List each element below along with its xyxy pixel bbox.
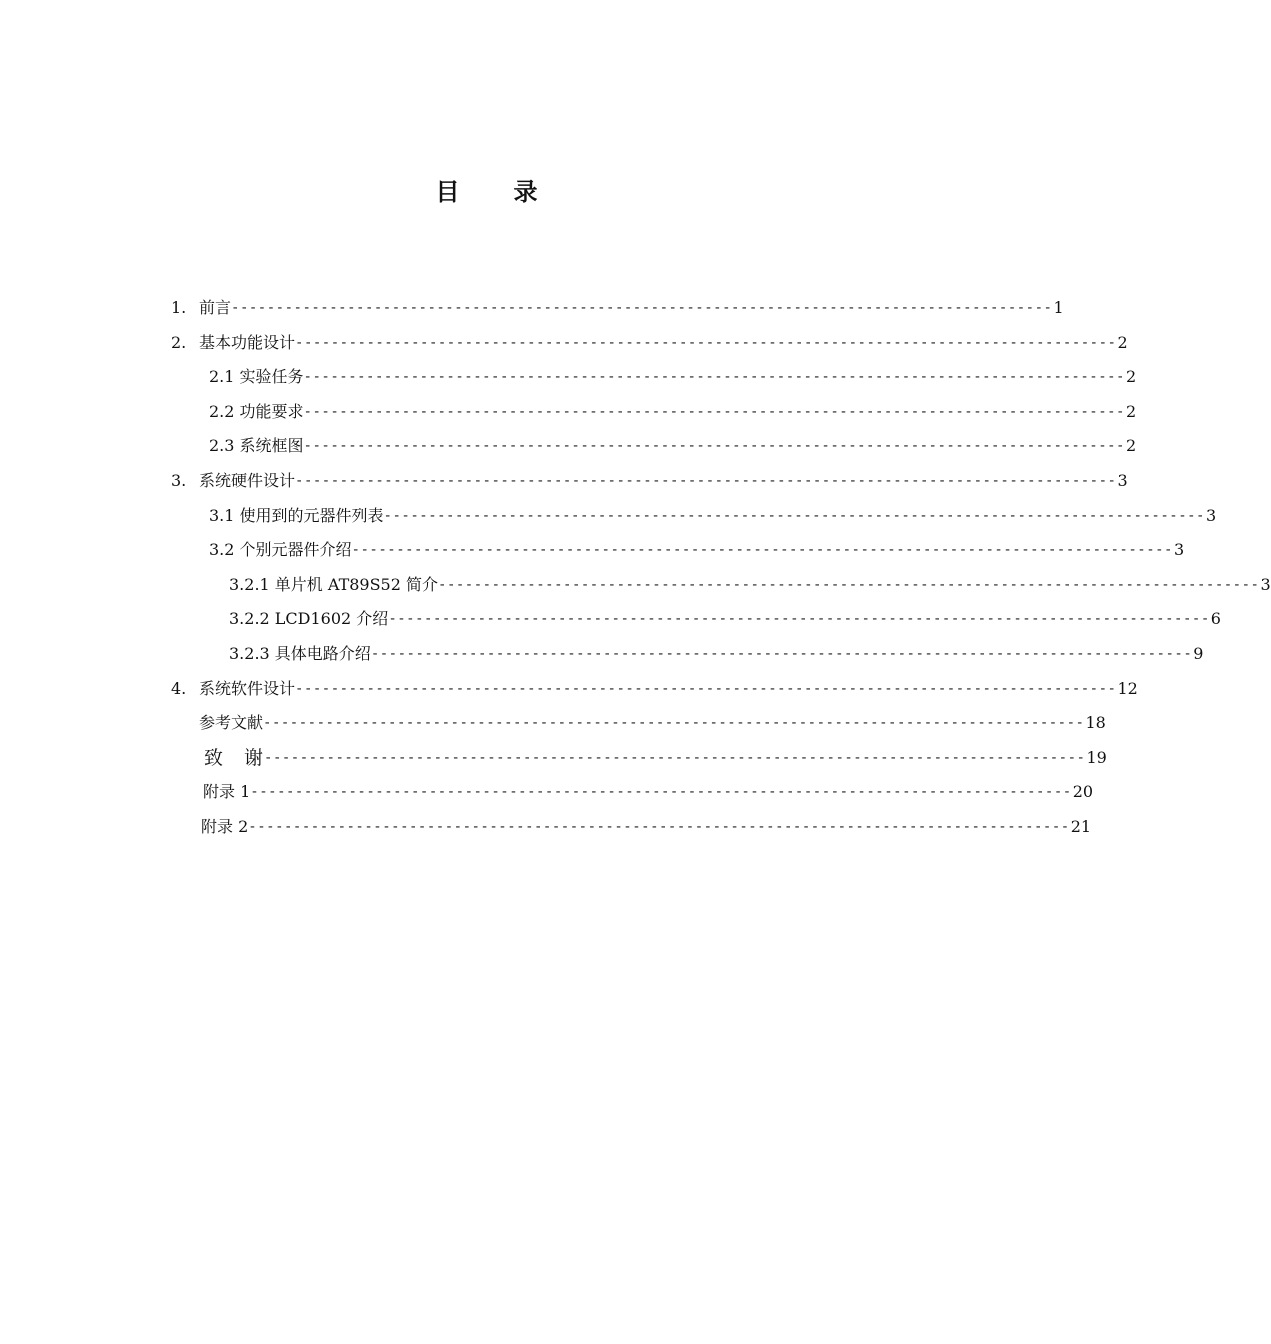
toc-leader: --------------------------------------------------------------------------------------------: [370, 645, 1193, 662]
toc-entry-page: 20: [1072, 782, 1094, 802]
toc-entry[interactable]: [0, 533, 1185, 568]
toc-leader: --------------------------------------------------------------------------------------------: [388, 611, 1210, 628]
toc-entry-label: 3.2 个别元器件介绍: [209, 540, 352, 560]
toc-entry[interactable]: [0, 291, 1064, 326]
toc-entry-label: 前言: [199, 298, 232, 317]
toc-entry[interactable]: [0, 672, 1138, 707]
toc-entry-page: 12: [1117, 678, 1138, 698]
toc-leader: --------------------------------------------------------------------------------------------: [264, 749, 1086, 766]
toc-entry-page: 3: [1206, 505, 1217, 525]
toc-leader: --------------------------------------------------------------------------------------------: [295, 472, 1117, 489]
toc-leader: --------------------------------------------------------------------------------------------: [303, 438, 1125, 455]
toc-leader: --------------------------------------------------------------------------------------------: [438, 576, 1260, 593]
toc-entry-number: 4.: [171, 678, 187, 698]
toc-entry-page: 2: [1126, 367, 1137, 387]
toc-entry[interactable]: [0, 568, 1271, 603]
toc-entry-page: 21: [1070, 816, 1092, 836]
toc-entry[interactable]: [0, 326, 1128, 361]
toc-entry-page: 1: [1053, 298, 1064, 317]
toc-entry[interactable]: [0, 395, 1137, 430]
toc-entry-page: 19: [1086, 747, 1107, 767]
toc-entry-label: 系统硬件设计: [199, 470, 296, 490]
toc-entry-label: 2.2 功能要求: [209, 401, 304, 421]
toc-entry[interactable]: [0, 775, 1094, 810]
toc-leader: --------------------------------------------------------------------------------------------: [295, 334, 1117, 351]
toc-entry[interactable]: [0, 464, 1128, 499]
toc-entry-label: 参考文献: [199, 713, 264, 733]
toc-entry-label: 3.2.2 LCD1602 介绍: [229, 609, 389, 629]
toc-entry-page: 2: [1126, 436, 1137, 456]
toc-entry-label: 基本功能设计: [199, 332, 296, 352]
toc-entry-page: 3: [1174, 540, 1185, 560]
toc-entry-label: 3.1 使用到的元器件列表: [209, 505, 384, 525]
toc-entry[interactable]: [0, 741, 1107, 776]
toc-entry-label: 系统软件设计: [199, 678, 296, 698]
toc-entry[interactable]: [0, 602, 1221, 637]
toc-entry-label: 附录 1: [203, 782, 251, 802]
toc-entry-number: 1.: [171, 298, 187, 317]
toc-entry[interactable]: [0, 706, 1106, 741]
toc-leader: --------------------------------------------------------------------------------------------: [303, 369, 1125, 386]
toc-entry-number: 3.: [171, 470, 187, 490]
toc-entry-label: 2.3 系统框图: [209, 436, 304, 456]
toc-leader: --------------------------------------------------------------------------------------------: [248, 818, 1070, 835]
toc-leader: --------------------------------------------------------------------------------------------: [250, 784, 1072, 801]
toc-entry-label: 致 谢: [204, 746, 265, 769]
toc-entry-label: 2.1 实验任务: [209, 367, 304, 387]
toc-leader: --------------------------------------------------------------------------------------------: [263, 715, 1085, 732]
toc-leader: --------------------------------------------------------------------------------------------: [295, 680, 1117, 697]
toc-entry-label: 3.2.3 具体电路介绍: [229, 643, 371, 663]
toc-entry-page: 2: [1117, 332, 1128, 352]
toc-entry-page: 9: [1193, 643, 1204, 663]
toc-entry-page: 2: [1126, 401, 1137, 421]
toc-leader: --------------------------------------------------------------------------------------------: [351, 542, 1173, 559]
toc-entry[interactable]: [0, 499, 1217, 534]
toc-entry[interactable]: [0, 637, 1204, 672]
toc-title: 目 录: [435, 178, 540, 206]
toc-entry-page: 18: [1085, 713, 1106, 733]
toc-entry[interactable]: [0, 360, 1137, 395]
toc-entry-label: 3.2.1 单片机 AT89S52 简介: [229, 574, 439, 594]
toc-leader: --------------------------------------------------------------------------------------------: [231, 300, 1053, 316]
toc-entry-label: 附录 2: [201, 816, 249, 836]
toc-entry-page: 3: [1117, 470, 1128, 490]
toc-entry-number: 2.: [171, 332, 187, 352]
toc-leader: --------------------------------------------------------------------------------------------: [303, 403, 1125, 420]
toc-entry[interactable]: [0, 429, 1137, 464]
toc-entry-page: 3: [1260, 574, 1271, 594]
toc-entry-page: 6: [1210, 609, 1221, 629]
toc-entry[interactable]: [0, 810, 1092, 845]
table-of-contents: [0, 291, 1271, 845]
toc-leader: --------------------------------------------------------------------------------------------: [383, 507, 1205, 524]
